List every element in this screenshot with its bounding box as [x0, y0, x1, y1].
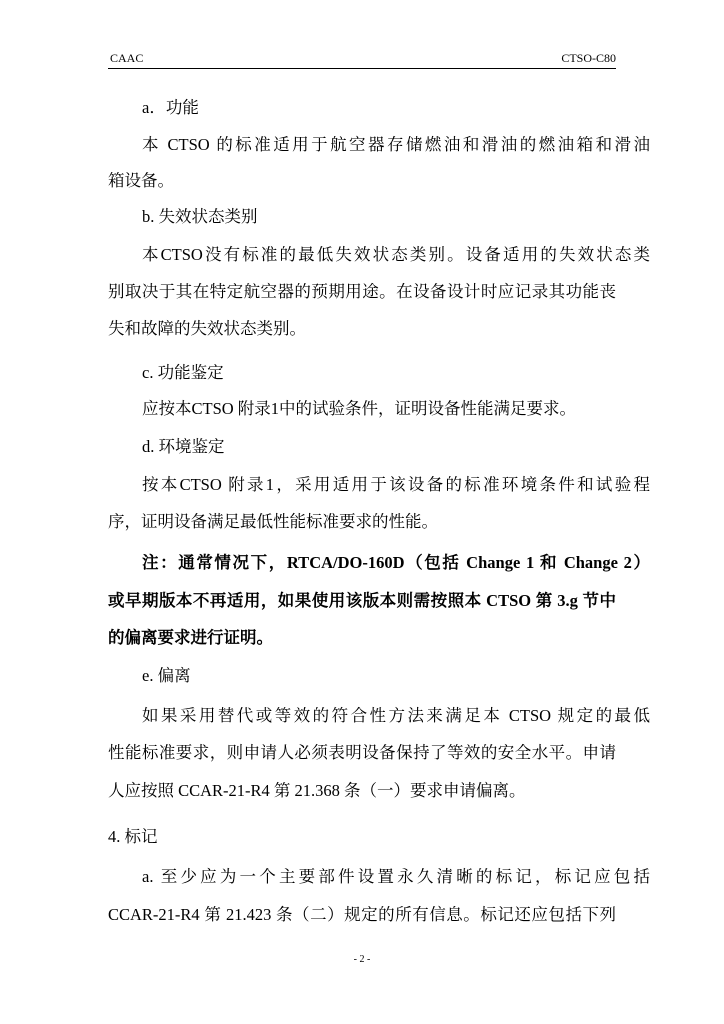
paragraph-line: 如果采用替代或等效的符合性方法来满足本 CTSO 规定的最低 — [142, 706, 650, 725]
paragraph-line: 别取决于其在特定航空器的预期用途。在设备设计时应记录其功能丧 — [108, 282, 616, 301]
paragraph-line: a. 至少应为一个主要部件设置永久清晰的标记，标记应包括 — [142, 867, 650, 886]
heading-d-environmental-qualification: d. 环境鉴定 — [142, 437, 225, 456]
page-header — [108, 50, 616, 69]
paragraph-line: 箱设备。 — [108, 171, 174, 190]
paragraph-line: 按本CTSO 附录1，采用适用于该设备的标准环境条件和试验程 — [142, 475, 650, 494]
paragraph-line: 性能标准要求，则申请人必须表明设备保持了等效的安全水平。申请 — [108, 743, 616, 762]
note-line: 或早期版本不再适用，如果使用该版本则需按照本 CTSO 第 3.g 节中 — [108, 591, 616, 610]
note-line: 的偏离要求进行证明。 — [108, 628, 273, 647]
heading-a-function: a．功能 — [142, 98, 199, 117]
heading-c-functional-qualification: c. 功能鉴定 — [142, 363, 224, 382]
paragraph-line: 人应按照 CCAR-21-R4 第 21.368 条（一）要求申请偏离。 — [108, 781, 526, 800]
paragraph-line: 本 CTSO 的标准适用于航空器存储燃油和滑油的燃油箱和滑油 — [142, 135, 650, 154]
heading-e-deviation: e. 偏离 — [142, 666, 191, 685]
heading-b-failure-condition: b. 失效状态类别 — [142, 207, 258, 226]
page-number: - 2 - — [353, 954, 371, 965]
note-line: 注：通常情况下，RTCA/DO-160D（包括 Change 1 和 Change 2） — [142, 553, 650, 572]
header-doc-id: CTSO-C80 — [561, 51, 616, 65]
paragraph-line: 失和故障的失效状态类别。 — [108, 319, 306, 338]
paragraph-line: 本CTSO没有标准的最低失效状态类别。设备适用的失效状态类 — [142, 245, 650, 264]
paragraph-line: 应按本CTSO 附录1中的试验条件，证明设备性能满足要求。 — [142, 399, 577, 418]
section-4-marking-heading: 4. 标记 — [108, 827, 158, 846]
header-org: CAAC — [110, 51, 144, 65]
paragraph-line: CCAR-21-R4 第 21.423 条（二）规定的所有信息。标记还应包括下列 — [108, 905, 616, 924]
paragraph-line: 序，证明设备满足最低性能标准要求的性能。 — [108, 512, 438, 531]
